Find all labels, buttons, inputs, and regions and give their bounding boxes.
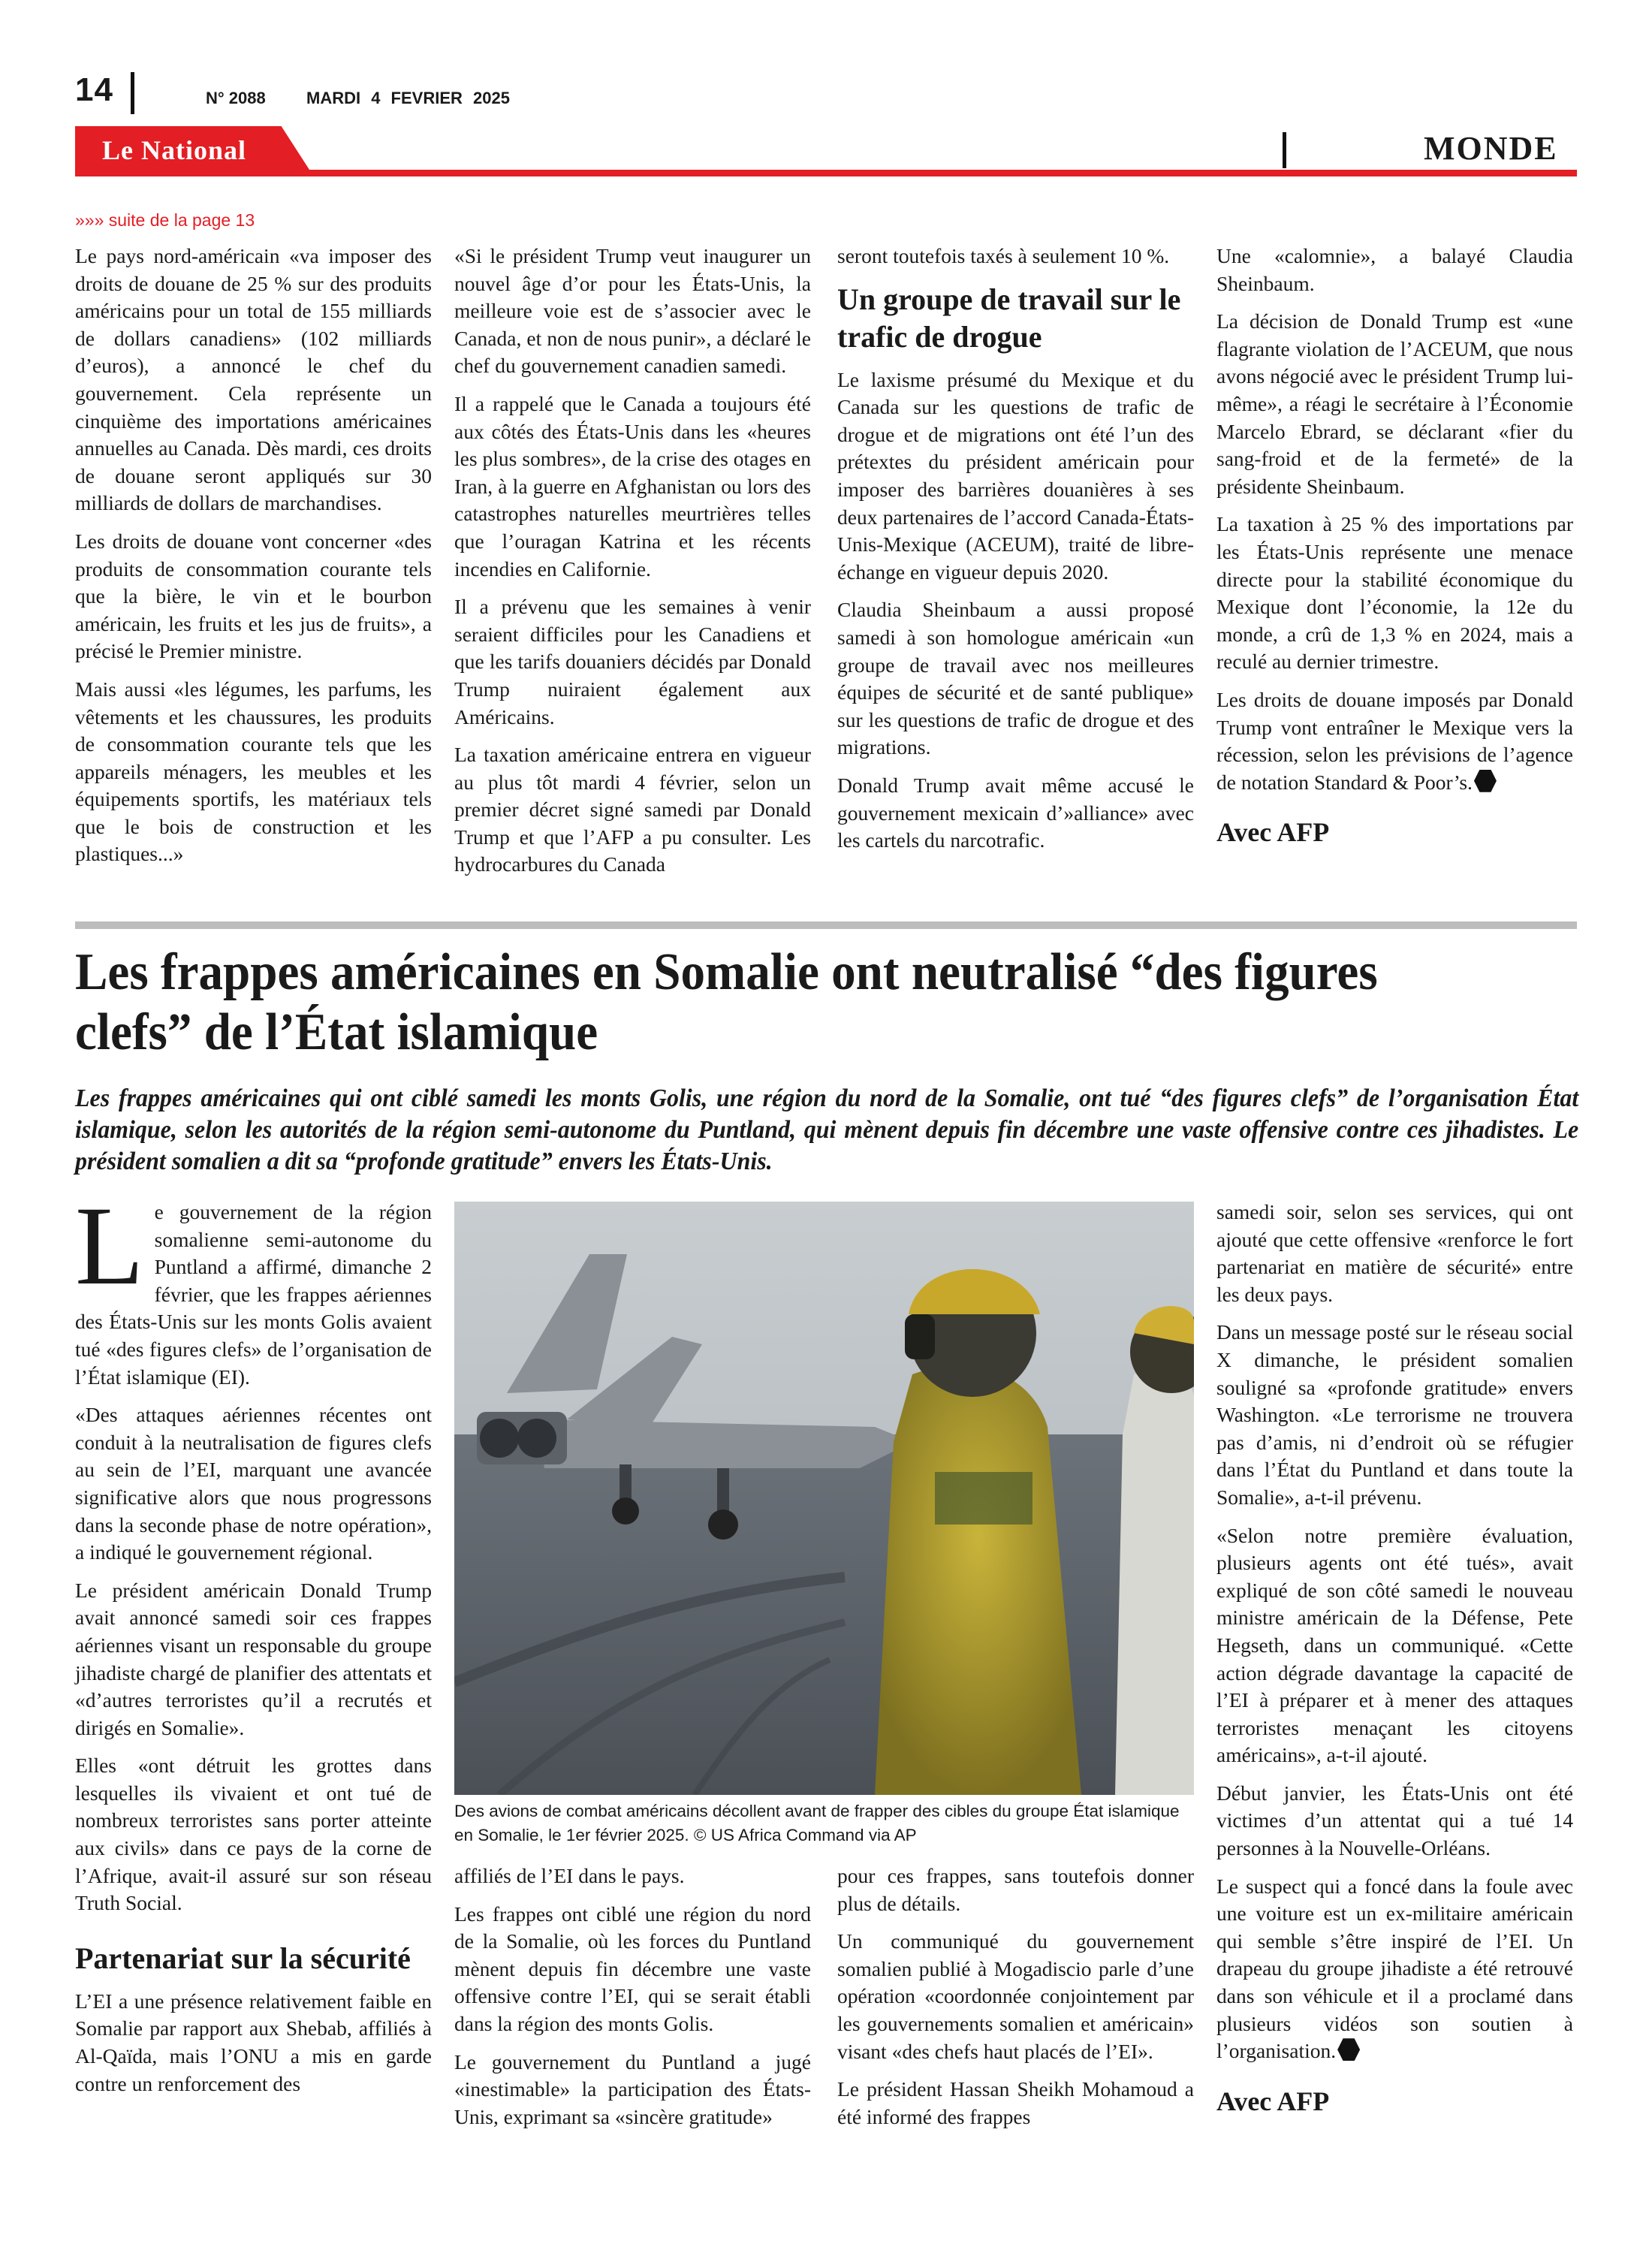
issue-number: N° 2088 bbox=[206, 89, 266, 107]
brand-name: Le National bbox=[102, 135, 247, 165]
main-column-4 bbox=[1216, 1199, 1573, 2115]
paragraph-text: e gouvernement de la région somalienne semi-autonome du Puntland a affirmé, dimanche 2 février, que les frappes aériennes des États-Unis sur les monts Golis avaient tué «des figures clefs» de l’organisation de l’État islamique (EI). bbox=[75, 1200, 432, 1389]
end-mark-icon bbox=[1337, 2038, 1360, 2061]
paragraph: Mais aussi «les légumes, les parfums, les vêtements et les chaussures, les produits de consommation courante tels que les appareils ménagers, les meubles et les équipements sportifs, les matériaux tels que le bois de construction et les plastiques...» bbox=[75, 677, 432, 866]
aircraft-carrier-photo bbox=[454, 1202, 1194, 1795]
section-divider bbox=[1283, 132, 1286, 168]
paragraph: Il a prévenu que les semaines à venir seraient difficiles pour les Canadiens et que les tarifs douaniers décidés par Donald Trump nuiraient également aux Américains. bbox=[454, 595, 811, 728]
paragraph: affiliés de l’EI dans le pays. bbox=[454, 1864, 685, 1887]
paragraph: samedi soir, selon ses services, qui ont ajouté que cette offensive «renforce le fort partenariat en matière de sécurité» entre les deux pays. bbox=[1216, 1200, 1573, 1306]
drop-cap: L bbox=[75, 1184, 144, 1308]
paragraph-text: Le suspect qui a foncé dans la foule avec une voiture est un ex-militaire américain qui semble s’être inspiré de l’EI. Un drapeau du groupe jihadiste a été retrouvé dans son véhicule et il a proclamé dans plusieurs vidéos son soutien à l’organisation. bbox=[1216, 1874, 1573, 2063]
page-number-divider bbox=[131, 72, 134, 114]
paragraph: «Si le président Trump veut inaugurer un nouvel âge d’or pour les États-Unis, la meilleure voie est de s’associer avec le Canada, et non de nous punir», a déclaré le chef du gouvernement canadien samedi. bbox=[454, 244, 811, 378]
paragraph: Dans un message posté sur le réseau social X dimanche, le président somalien souligné sa «profonde gratitude» envers Washington. «Le terrorisme ne trouvera pas d’amis, ni d’endroit où se réfugier dans l’État du Puntland et dans toute la Somalie», a-t-il prévenu. bbox=[1216, 1320, 1573, 1509]
page-number: 14 bbox=[75, 71, 113, 108]
paragraph: La taxation américaine entrera en vigueur au plus tôt mardi 4 février, selon un premier décret signé samedi par Donald Trump et que l’AFP a pu consulter. Les hydrocarbures du Canada bbox=[454, 743, 811, 876]
paragraph: Début janvier, les États-Unis ont été victimes d’un attentat qui a tué 14 personnes à la Nouvelle-Orléans. bbox=[1216, 1781, 1573, 1860]
paragraph: Le gouvernement du Puntland a jugé «inestimable» la participation des États-Unis, exprimant sa «sincère gratitude» bbox=[454, 2049, 811, 2128]
top-column-1 bbox=[75, 243, 432, 879]
paragraph: Le pays nord-américain «va imposer des droits de douane de 25 % sur des produits américains pour un total de 155 milliards de dollars canadiens» (102 milliards d’euros), a annoncé le chef du gouvernement. Cela représente un cinquième des importations américaines annuelles au Canada. Dès mardi, ces droits de douane seront appliqués sur 30 milliards de dollars de marchandises. bbox=[75, 244, 432, 515]
signature: Avec AFP bbox=[1216, 2086, 1330, 2116]
paragraph bbox=[75, 1184, 432, 1391]
paragraph: pour ces frappes, sans toutefois donner plus de détails. bbox=[837, 1864, 1194, 1915]
paragraph: Une «calomnie», a balayé Claudia Sheinbaum. bbox=[1216, 244, 1573, 295]
top-column-2 bbox=[454, 243, 811, 889]
paragraph: L’EI a une présence relativement faible en Somalie par rapport aux Shebab, affiliés à Al-Qaïda, mais l’ONU a mis en garde contre un renforcement des bbox=[75, 1989, 432, 2095]
main-column-3 bbox=[837, 1862, 1194, 2141]
paragraph: Donald Trump avait même accusé le gouvernement mexicain d’»alliance» avec les cartels du narcotrafic. bbox=[837, 773, 1194, 852]
section-name: MONDE bbox=[1424, 130, 1558, 167]
paragraph: Il a rappelé que le Canada a toujours été aux côtés des États-Unis dans les «heures les plus sombres», de la crise des otages en Iran, à la guerre en Afghanistan ou lors des catastrophes naturelles meurtrières telles que l’ouragan Katrina et les récents incendies en Californie. bbox=[454, 391, 811, 581]
paragraph: Le président Hassan Sheikh Mohamoud a été informé des frappes bbox=[837, 2077, 1194, 2128]
paragraph: Un communiqué du gouvernement somalien publié à Mogadiscio parle d’une opération «coordonnée conjointement par les gouvernements somalien et américain» visant «des chefs haut placés de l’EI». bbox=[837, 1929, 1194, 2063]
paragraph: «Selon notre première évaluation, plusieurs agents ont été tués», avait expliqué de son côté samedi le nouveau ministre américain de la Défense, Pete Hegseth, dans un communiqué. «Cette action dégrade davantage la capacité de l’EI à préparer et à mener des attaques terroristes menaçant les citoyens américains», a-t-il ajouté. bbox=[1216, 1523, 1573, 1767]
subheading: Partenariat sur la sécurité bbox=[75, 1941, 411, 1975]
header-rule bbox=[75, 170, 1577, 176]
paragraph-text: Les droits de douane imposés par Donald Trump vont entraîner le Mexique vers la récession, selon les prévisions de l’agence de notation Standard & Poor’s. bbox=[1216, 687, 1573, 794]
photo-caption: Des avions de combat américains décollent avant de frapper des cibles du groupe État islamique en Somalie, le 1er février 2025. © US Africa Command via AP bbox=[454, 1802, 1180, 1844]
end-mark-icon bbox=[1474, 770, 1497, 792]
subheading: Un groupe de travail sur le trafic de drogue bbox=[837, 282, 1181, 354]
paragraph: Elles «ont détruit les grottes dans lesquelles ils vivaient et ont tué de nombreux terroristes sans porter atteinte aux civils» dans ce pays de la corne de l’Afrique, avait-il assuré sur son réseau Truth Social. bbox=[75, 1754, 432, 1915]
paragraph: seront toutefois taxés à seulement 10 %. bbox=[837, 244, 1170, 267]
paragraph: Le laxisme présumé du Mexique et du Canada sur les questions de trafic de drogue et de migrations ont été l’un des prétextes du président américain pour imposer des barrières douanières à ses deux partenaires de l’accord Canada-États-Unis-Mexique (ACEUM), traité de libre-échange en vigueur depuis 2020. bbox=[837, 367, 1194, 584]
issue-date: MARDI 4 FEVRIER 2025 bbox=[306, 89, 510, 107]
article-photo bbox=[454, 1202, 1194, 1795]
paragraph: Claudia Sheinbaum a aussi proposé samedi à son homologue américain «un groupe de travail avec nos meilleures équipes de sécurité et de santé publique» sur les questions de trafic de drogue et des migrations. bbox=[837, 598, 1194, 759]
top-column-3 bbox=[837, 243, 1194, 865]
paragraph: La décision de Donald Trump est «une flagrante violation de l’ACEUM, que nous avons négocié avec le président Trump lui-même», a réagi le secrétaire à l’Économie Marcelo Ebrard, se déclarant «fier du sang-froid et de la fermeté» de la présidente Sheinbaum. bbox=[1216, 309, 1573, 498]
top-column-4 bbox=[1216, 243, 1573, 846]
main-column-2 bbox=[454, 1862, 811, 2141]
paragraph bbox=[1216, 1873, 1573, 2065]
paragraph: Les droits de douane vont concerner «des produits de consommation courante tels que la bière, le vin et le bourbon américain, les fruits et les jus de fruits», a précisé le Premier ministre. bbox=[75, 529, 432, 663]
headline: Les frappes américaines en Somalie ont neutralisé “des figures clefs” de l’État islamique bbox=[75, 943, 1378, 1061]
paragraph bbox=[1216, 686, 1573, 796]
lead-paragraph: Les frappes américaines qui ont ciblé samedi les monts Golis, une région du nord de la Somalie, ont tué “des figures clefs” de l’organisation État islamique, selon les autorités de la région semi-autonome du Puntland, qui mènent depuis fin décembre une vaste offensive contre ces jihadistes. Le président somalien a dit sa “profonde gratitude” envers les États-Unis. bbox=[75, 1084, 1579, 1175]
signature: Avec AFP bbox=[1216, 817, 1330, 848]
paragraph: La taxation à 25 % des importations par les États-Unis représente une menace directe pour la stabilité économique du Mexique dont l’économie, la 12e du monde, a crû de 1,3 % en 2024, mais a reculé au dernier trimestre. bbox=[1216, 512, 1573, 674]
main-column-1 bbox=[75, 1184, 432, 2108]
continued-from: »»» suite de la page 13 bbox=[75, 210, 255, 230]
paragraph: Les frappes ont ciblé une région du nord de la Somalie, où les forces du Puntland mènent depuis fin décembre une vaste offensive contre l’EI, qui se serait établi dans la région des monts Golis. bbox=[454, 1902, 811, 2035]
paragraph: «Des attaques aériennes récentes ont conduit à la neutralisation de figures clefs au sein de l’EI, marquant une avancée significative alors que nous progressons dans la seconde phase de notre opération», a indiqué le gouvernement régional. bbox=[75, 1403, 432, 1564]
paragraph: Le président américain Donald Trump avait annoncé samedi soir ces frappes aériennes visant un responsable du groupe jihadiste chargé de planifier des attentats et «d’autres terroristes qu’il a recrutés et dirigés en Somalie». bbox=[75, 1578, 432, 1739]
article-divider bbox=[75, 921, 1577, 929]
